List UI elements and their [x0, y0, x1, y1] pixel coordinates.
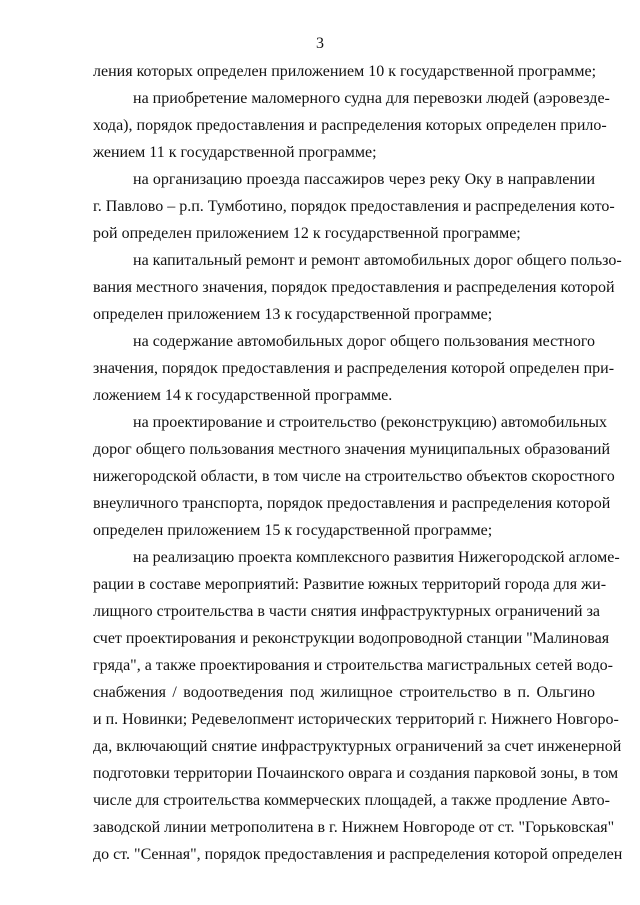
text-line: до ст. "Сенная", порядок предоставления и распределения которой определен: [93, 846, 623, 863]
text-line: внеуличного транспорта, порядок предоставления и распределения которой: [93, 495, 611, 512]
text-line: и п. Новинки; Редевелопмент исторических территорий г. Нижнего Новгоро-: [93, 711, 619, 728]
text-line: на приобретение маломерного судна для перевозки людей (аэровезде-: [133, 90, 610, 107]
text-line: счет проектирования и реконструкции водопроводной станции "Малиновая: [93, 630, 610, 647]
text-line: да, включающий снятие инфраструктурных ограничений за счет инженерной: [93, 738, 622, 755]
text-line: определен приложением 13 к государственной программе;: [93, 306, 493, 323]
text-line: заводской линии метрополитена в г. Нижнем Новгороде от ст. "Горьковская": [93, 819, 615, 836]
text-line: на капитальный ремонт и ремонт автомобильных дорог общего пользо-: [133, 252, 622, 269]
text-line: ления которых определен приложением 10 к государственной программе;: [93, 63, 597, 80]
text-line: г. Павлово – р.п. Тумботино, порядок предоставления и распределения кото-: [93, 198, 615, 215]
text-line: на реализацию проекта комплексного развития Нижегородской агломе-: [133, 549, 620, 566]
text-line: дорог общего пользования местного значения муниципальных образований: [93, 441, 611, 458]
text-line: снабжения / водоотведения под жилищное строительство в п. Ольгино: [93, 684, 595, 701]
text-line: на организацию проезда пассажиров через реку Оку в направлении: [133, 171, 595, 188]
text-line: лищного строительства в части снятия инфраструктурных ограничений за: [93, 603, 601, 620]
text-line: рой определен приложением 12 к государственной программе;: [93, 225, 521, 242]
text-line: значения, порядок предоставления и распределения которой определен при-: [93, 360, 615, 377]
text-line: хода), порядок предоставления и распределения которых определен прило-: [93, 117, 607, 134]
text-line: ложением 14 к государственной программе.: [93, 387, 393, 404]
text-line: на содержание автомобильных дорог общего пользования местного: [133, 333, 595, 350]
text-line: вания местного значения, порядок предоставления и распределения которой: [93, 279, 615, 296]
text-line: определен приложением 15 к государственной программе;: [93, 522, 493, 539]
text-line: нижегородской области, в том числе на строительство объектов скоростного: [93, 468, 615, 485]
text-line: гряда", а также проектирования и строительства магистральных сетей водо-: [93, 657, 613, 674]
text-line: на проектирование и строительство (реконструкцию) автомобильных: [133, 414, 608, 431]
text-line: числе для строительства коммерческих площадей, а также продление Авто-: [93, 792, 610, 809]
text-line: подготовки территории Почаинского оврага и создания парковой зоны, в том: [93, 765, 619, 782]
page-number: 3: [316, 35, 324, 52]
text-line: рации в составе мероприятий: Развитие южных территорий города для жи-: [93, 576, 607, 593]
text-line: жением 11 к государственной программе;: [93, 144, 377, 161]
document-body: [93, 58, 623, 868]
